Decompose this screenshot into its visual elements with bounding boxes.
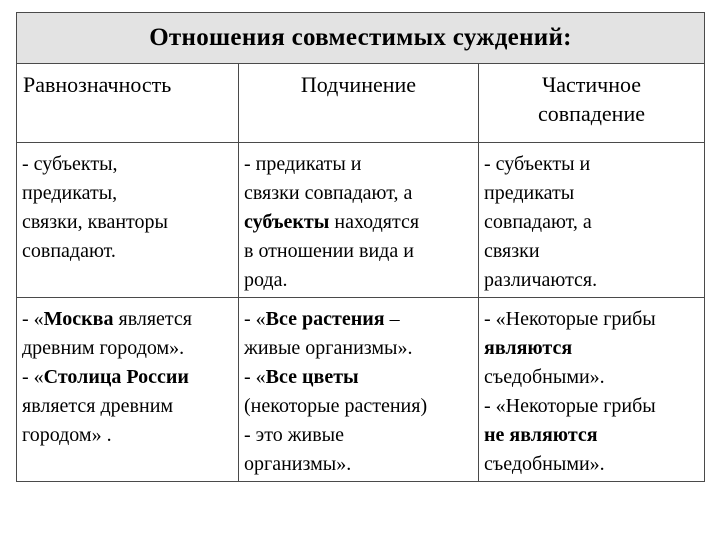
text-line: - «	[244, 308, 266, 330]
text-line: - «Некоторые грибы	[484, 395, 656, 417]
header-equivalence	[17, 64, 239, 143]
cell-subordination-definition	[239, 143, 479, 298]
header-equivalence-label: Равнозначность	[23, 72, 172, 97]
text-line: организмы».	[244, 453, 352, 475]
text-line: находятся	[329, 211, 420, 233]
text-line: в отношении вида и	[244, 240, 414, 262]
header-subordination	[239, 64, 479, 143]
text-line: - субъекты и	[484, 153, 591, 175]
text-bold: Все цветы	[265, 366, 359, 388]
text-line: связки, кванторы	[22, 211, 168, 233]
text-bold: Столица России	[43, 366, 189, 388]
text-line: совпадают.	[22, 240, 116, 262]
text-line: древним городом».	[22, 337, 185, 359]
text-line: предикаты	[484, 182, 575, 204]
text-line: предикаты,	[22, 182, 118, 204]
judgments-table	[16, 12, 705, 482]
text-line: является	[113, 308, 192, 330]
text-line: –	[384, 308, 400, 330]
text-line: рода.	[244, 269, 288, 291]
text-bold: субъекты	[244, 211, 330, 233]
text-line: - субъекты,	[22, 153, 118, 175]
text-bold: Москва	[43, 308, 114, 330]
header-partial-line2: совпадение	[538, 101, 645, 126]
text-line: является древним	[22, 395, 174, 417]
text-line: съедобными».	[484, 453, 605, 475]
header-partial	[479, 64, 705, 143]
text-bold: не являются	[484, 424, 598, 446]
text-line: совпадают, а	[484, 211, 592, 233]
text-line: (некоторые растения)	[244, 395, 428, 417]
text-line: - это живые	[244, 424, 344, 446]
cell-partial-definition	[479, 143, 705, 298]
header-partial-line1: Частичное	[541, 72, 642, 97]
text-line: связки совпадают, а	[244, 182, 413, 204]
cell-partial-example	[479, 298, 705, 482]
header-subordination-label: Подчинение	[300, 72, 417, 97]
cell-equivalence-example	[17, 298, 239, 482]
text-line: - «	[22, 366, 44, 388]
text-line: различаются.	[484, 269, 598, 291]
text-bold: Все растения	[265, 308, 385, 330]
text-line: живые организмы».	[244, 337, 413, 359]
text-line: связки	[484, 240, 540, 262]
text-line: - «Некоторые грибы	[484, 308, 656, 330]
table-title: Отношения совместимых суждений:	[17, 13, 705, 64]
cell-subordination-example	[239, 298, 479, 482]
text-line: - предикаты и	[244, 153, 362, 175]
cell-equivalence-definition	[17, 143, 239, 298]
text-line: съедобными».	[484, 366, 605, 388]
text-bold: являются	[484, 337, 573, 359]
text-line: - «	[22, 308, 44, 330]
text-line: городом» .	[22, 424, 112, 446]
text-line: - «	[244, 366, 266, 388]
